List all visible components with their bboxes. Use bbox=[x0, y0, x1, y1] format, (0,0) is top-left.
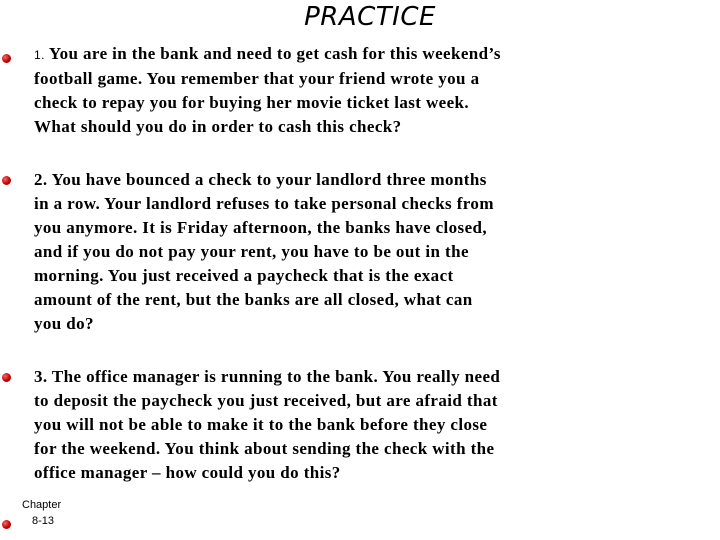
slide-footer bbox=[22, 497, 61, 529]
bullet-1-icon bbox=[2, 54, 11, 63]
slide-title: PRACTICE bbox=[304, 2, 436, 32]
practice-item-1 bbox=[34, 42, 504, 139]
item-2-text: 2. You have bounced a check to your landlord three months in a row. Your landlord refuses to take personal checks from you anymore. It is Friday afternoon, the banks have closed, and if you do not pay your rent, you have to be out in the morning. You just received a paycheck that is the exact amount of the rent, but the banks are all closed, what can you do? bbox=[34, 170, 494, 333]
bullet-4-icon bbox=[2, 520, 11, 529]
practice-item-2 bbox=[34, 168, 504, 336]
footer-page-number: 8-13 bbox=[32, 515, 55, 527]
bullet-2-icon bbox=[2, 176, 11, 185]
bullet-3-icon bbox=[2, 373, 11, 382]
item-1-number: 1. bbox=[34, 48, 45, 62]
item-3-text: 3. The office manager is running to the bank. You really need to deposit the paycheck you just received, but are afraid that you will not be able to make it to the bank before they close for the weekend. You think about sending the check with the office manager – how could you do this? bbox=[34, 367, 501, 482]
practice-item-3 bbox=[34, 365, 504, 485]
item-1-text: You are in the bank and need to get cash for this weekend’s football game. You remember that your friend wrote you a check to repay you for buying her movie ticket last week. What should you do in order to cash this check? bbox=[34, 44, 501, 136]
footer-chapter: Chapter bbox=[22, 499, 62, 511]
